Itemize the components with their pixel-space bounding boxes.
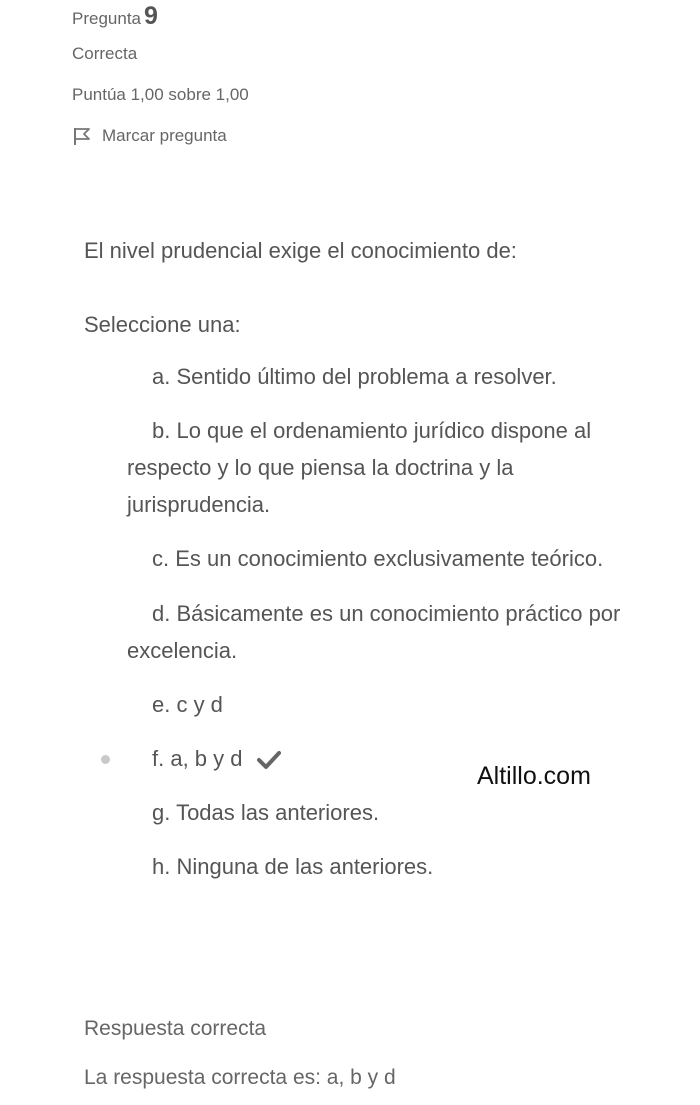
question-label-text: Pregunta: [72, 9, 141, 28]
answer-option-a[interactable]: [127, 358, 637, 395]
answer-option-label: h. Ninguna de las anteriores.: [152, 854, 434, 879]
flag-icon: [72, 126, 92, 146]
answer-option-label: d. Básicamente es un conocimiento práctico por excelencia.: [127, 601, 621, 663]
answer-option-d[interactable]: [127, 595, 637, 669]
answer-option-g[interactable]: [127, 794, 637, 831]
question-state: Correcta: [72, 44, 138, 63]
answer-option-label: a. Sentido último del problema a resolver.: [152, 364, 557, 389]
check-icon: [257, 750, 281, 770]
answer-option-label: c. Es un conocimiento exclusivamente teórico.: [152, 546, 604, 571]
answer-option-label: b. Lo que el ordenamiento jurídico dispone al respecto y lo que piensa la doctrina y la jurisprudencia.: [127, 418, 592, 517]
question-number: 9: [144, 2, 158, 30]
feedback-correct-answer: La respuesta correcta es: a, b y d: [84, 1066, 396, 1089]
question-text: El nivel prudencial exige el conocimiento de:: [84, 238, 517, 263]
watermark-text: Altillo.com: [477, 762, 591, 790]
flag-question-label: Marcar pregunta: [102, 126, 227, 145]
answer-option-label: f. a, b y d: [152, 746, 243, 771]
flag-question-link[interactable]: [72, 126, 227, 146]
answer-option-e[interactable]: [127, 686, 637, 723]
answer-option-b[interactable]: [127, 412, 637, 523]
answer-options: [127, 358, 637, 885]
answer-option-label: g. Todas las anteriores.: [152, 800, 380, 825]
answer-option-label: e. c y d: [152, 692, 223, 717]
feedback-status: Respuesta correcta: [84, 1017, 267, 1040]
answer-option-c[interactable]: [127, 540, 637, 577]
selected-radio[interactable]: [101, 755, 110, 764]
question-number-label: [72, 2, 158, 31]
question-grade: Puntúa 1,00 sobre 1,00: [72, 85, 249, 104]
select-one-prompt: Seleccione una:: [84, 312, 241, 337]
answer-option-h[interactable]: [127, 848, 637, 885]
